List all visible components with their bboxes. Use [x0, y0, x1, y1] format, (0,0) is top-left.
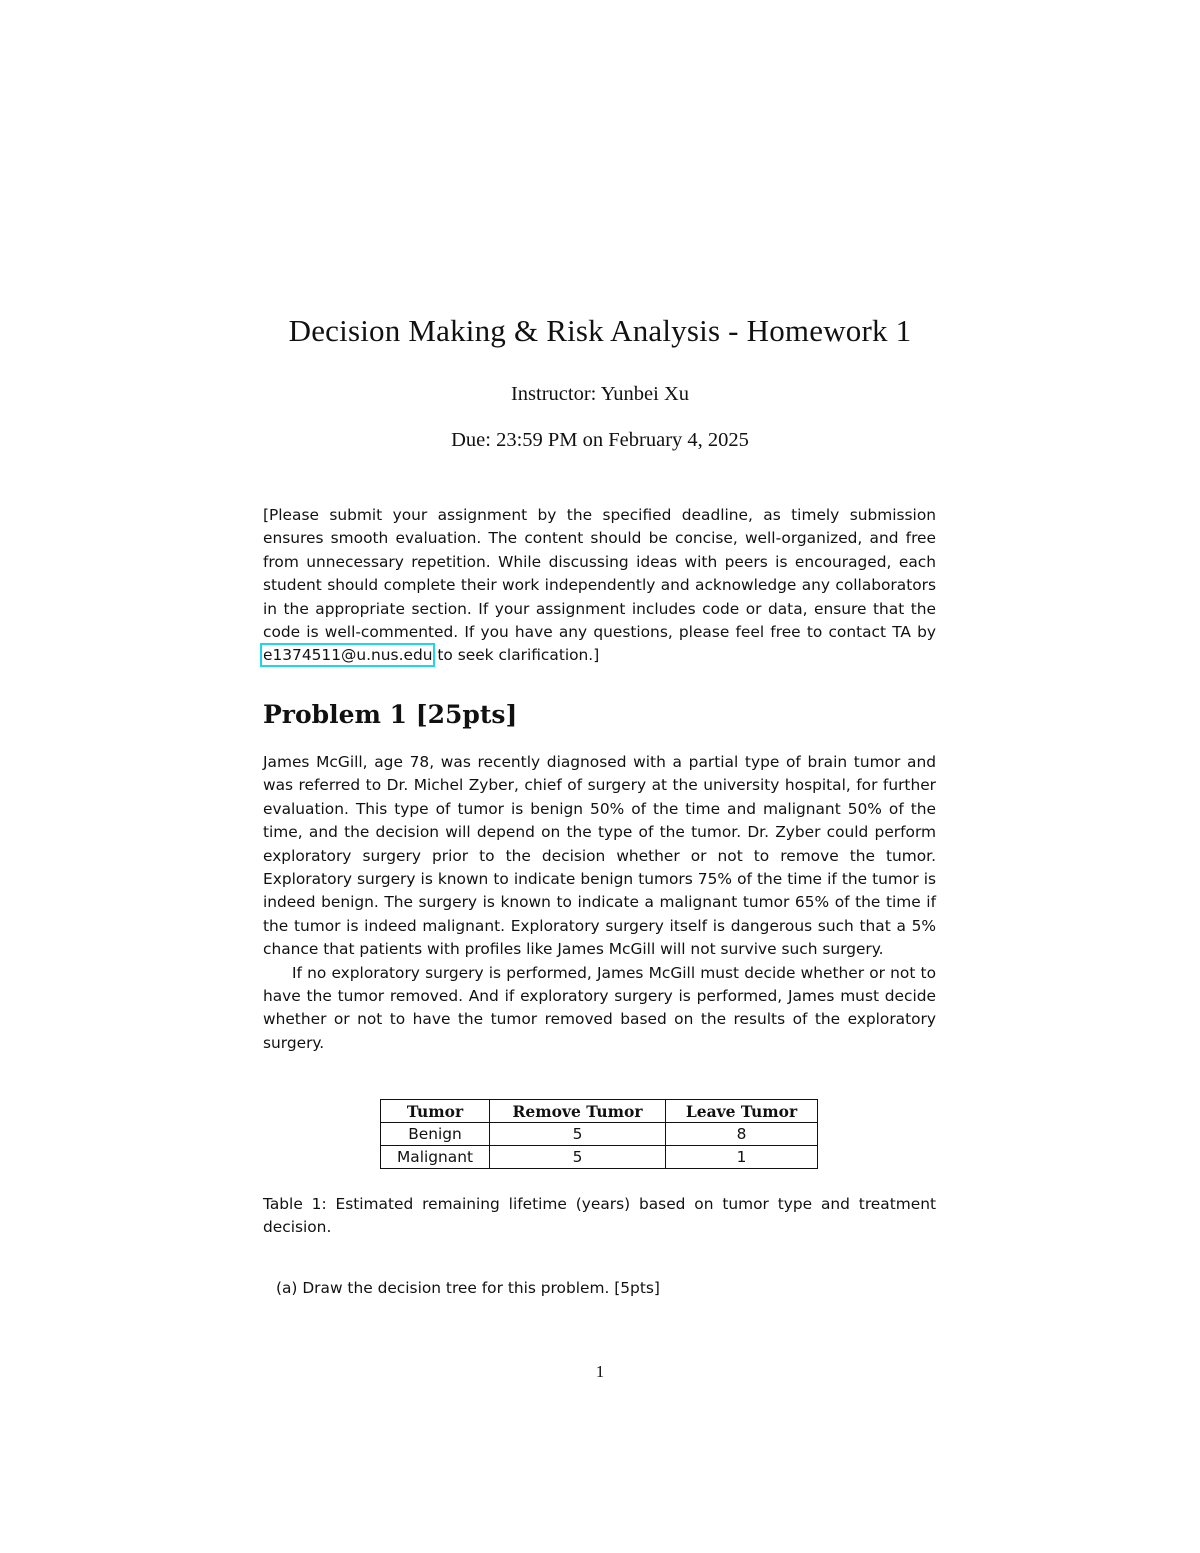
ta-email-link[interactable]: e1374511@u.nus.edu: [263, 646, 433, 665]
table-cell: 1: [666, 1146, 818, 1169]
table-row: [381, 1146, 818, 1169]
problem-1-heading: Problem 1 [25pts]: [263, 700, 518, 729]
part-a-item: (a) Draw the decision tree for this problem. [5pts]: [276, 1279, 660, 1297]
problem-1-paragraph-1: James McGill, age 78, was recently diagnosed with a partial type of brain tumor and was referred to Dr. Michel Zyber, chief of surgery at the university hospital, for further evaluation. This type of tumor is benign 50% of the time and malignant 50% of the time, and the decision will depend on the type of the tumor. Dr. Zyber could perform exploratory surgery prior to the decision whether or not to remove the tumor. Exploratory surgery is known to indicate benign tumors 75% of the time if the tumor is indeed benign. The surgery is known to indicate a malignant tumor 65% of the time if the tumor is indeed malignant. Exploratory surgery itself is dangerous such that a 5% chance that patients with profiles like James McGill will not survive such surgery.: [263, 753, 936, 959]
notice-text-end: to seek clarification.]: [432, 646, 600, 665]
table-cell: Benign: [381, 1123, 490, 1146]
problem-1-text: [263, 751, 936, 1055]
page-number: 1: [595, 1362, 605, 1381]
table-row: [381, 1123, 818, 1146]
table-caption: Table 1: Estimated remaining lifetime (years) based on tumor type and treatment decision.: [263, 1195, 936, 1237]
table-cell: 5: [490, 1123, 666, 1146]
page-title: Decision Making & Risk Analysis - Homework 1: [288, 313, 912, 348]
table-header-cell: Remove Tumor: [490, 1100, 666, 1123]
table-cell: Malignant: [381, 1146, 490, 1169]
table-header-cell: Leave Tumor: [666, 1100, 818, 1123]
lifetime-table: [380, 1099, 818, 1169]
table-cell: 8: [666, 1123, 818, 1146]
notice-text: [Please submit your assignment by the specified deadline, as timely submission ensures smooth evaluation. The content should be concise, well-organized, and free from unnecessary repetition. While discussing ideas with peers is encouraged, each student should complete their work independently and acknowledge any collaborators in the appropriate section. If your assignment includes code or data, ensure that the code is well-commented. If you have any questions, please feel free to contact TA by: [263, 506, 936, 642]
table-header-row: [381, 1100, 818, 1123]
table-header-cell: Tumor: [381, 1100, 490, 1123]
due-date-line: Due: 23:59 PM on February 4, 2025: [451, 429, 749, 451]
problem-1-paragraph-2: If no exploratory surgery is performed, James McGill must decide whether or not to have the tumor removed. And if exploratory surgery is performed, James must decide whether or not to have the tumor removed based on the results of the exploratory surgery.: [263, 963, 936, 1052]
submission-notice: [263, 504, 936, 668]
instructor-line: Instructor: Yunbei Xu: [510, 383, 689, 405]
table-cell: 5: [490, 1146, 666, 1169]
